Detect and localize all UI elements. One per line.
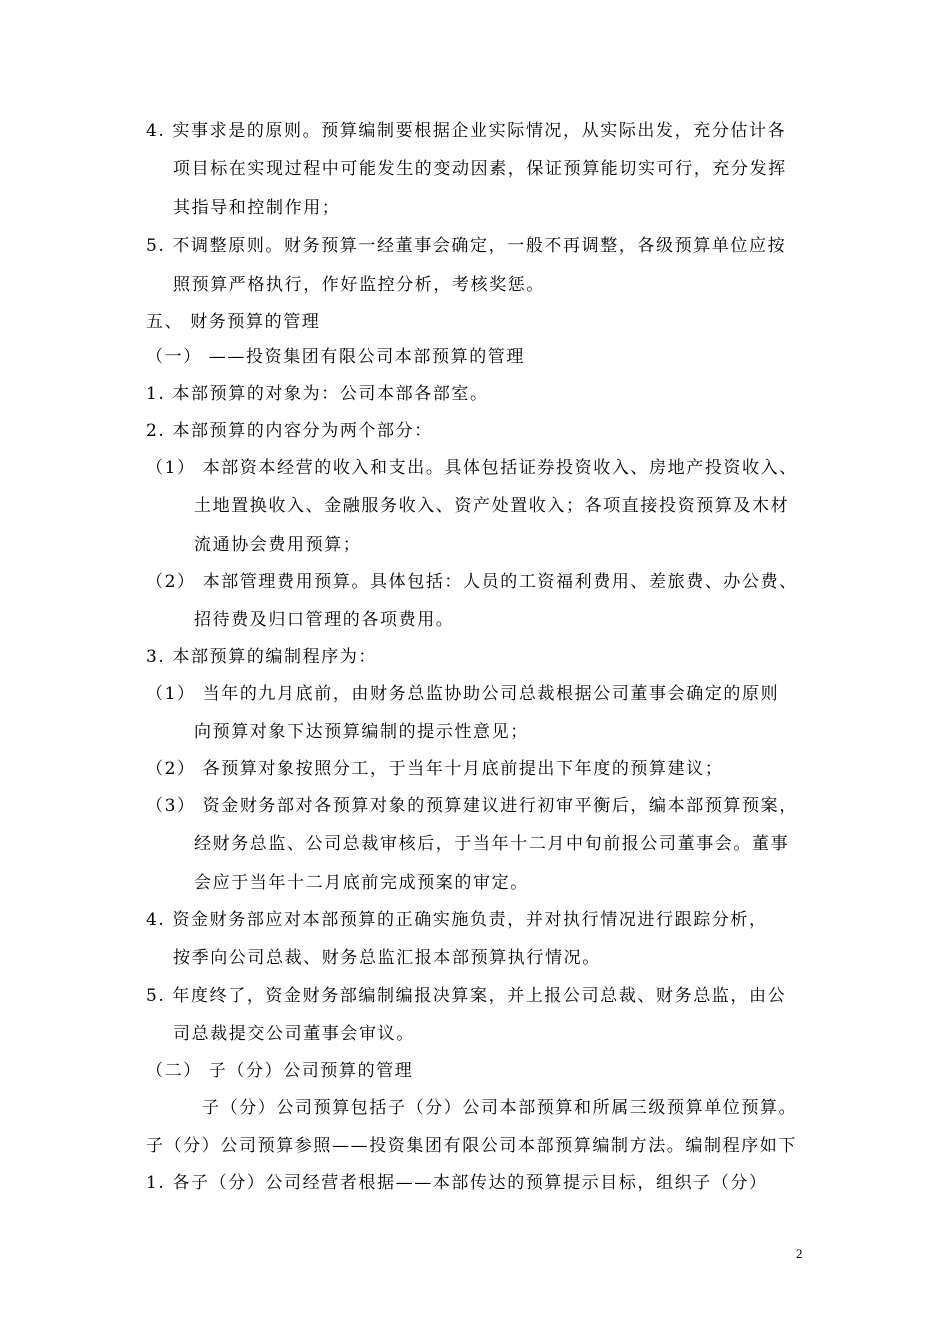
page-number: 2 xyxy=(796,1246,803,1261)
subsection-heading-2: （二） 子（分）公司预算的管理 xyxy=(146,1061,414,1081)
text-line-28: 子（分）公司预算参照——投资集团有限公司本部预算编制方法。编制程序如下 xyxy=(146,1136,797,1156)
text-line-16: （1） 当年的九月底前，由财务总监协助公司总裁根据公司董事会确定的原则 xyxy=(146,684,780,704)
text-line-18: （2） 各预算对象按照分工，于当年十月底前提出下年度的预算建议； xyxy=(146,759,724,779)
subsection-heading-1: （一） ——投资集团有限公司本部预算的管理 xyxy=(146,347,526,367)
text-line-1: 4. 实事求是的原则。预算编制要根据企业实际情况，从实际出发，充分估计各 xyxy=(146,121,787,141)
text-line-19: （3） 资金财务部对各预算对象的预算建议进行初审平衡后，编本部预算预案， xyxy=(146,796,798,816)
text-line-25: 司总裁提交公司董事会审议。 xyxy=(173,1024,415,1044)
text-line-17: 向预算对象下达预算编制的提示性意见； xyxy=(194,722,529,742)
text-line-27: 子（分）公司预算包括子（分）公司本部预算和所属三级预算单位预算。 xyxy=(202,1098,798,1118)
text-line-2: 项目标在实现过程中可能发生的变动因素，保证预算能切实可行，充分发挥 xyxy=(173,159,787,179)
text-line-24: 5. 年度终了，资金财务部编制编报决算案，并上报公司总裁、财务总监，由公 xyxy=(146,986,787,1006)
text-line-9: 2. 本部预算的内容分为两个部分： xyxy=(146,421,433,441)
section-heading-5: 五、 财务预算的管理 xyxy=(146,312,321,332)
text-line-21: 会应于当年十二月底前完成预案的审定。 xyxy=(194,873,529,893)
text-line-4: 5. 不调整原则。财务预算一经董事会确定，一般不再调整，各级预算单位应按 xyxy=(146,236,787,256)
text-line-8: 1. 本部预算的对象为：公司本部各部室。 xyxy=(146,384,489,404)
text-line-22: 4. 资金财务部应对本部预算的正确实施负责，并对执行情况进行跟踪分析， xyxy=(146,910,768,930)
text-line-14: 招待费及归口管理的各项费用。 xyxy=(194,610,455,630)
text-line-20: 经财务总监、公司总裁审核后，于当年十二月中旬前报公司董事会。董事 xyxy=(194,834,790,854)
text-line-3: 其指导和控制作用； xyxy=(173,198,341,218)
text-line-12: 流通协会费用预算； xyxy=(194,535,362,555)
text-line-23: 按季向公司总裁、财务总监汇报本部预算执行情况。 xyxy=(173,948,601,968)
text-line-11: 土地置换收入、金融服务收入、资产处置收入；各项直接投资预算及木材 xyxy=(194,496,790,516)
text-line-13: （2） 本部管理费用预算。具体包括：人员的工资福利费用、差旅费、办公费、 xyxy=(146,572,798,592)
text-line-5: 照预算严格执行，作好监控分析，考核奖惩。 xyxy=(173,275,545,295)
text-line-29: 1. 各子（分）公司经营者根据——本部传达的预算提示目标，组织子（分） xyxy=(146,1173,768,1193)
text-line-10: （1） 本部资本经营的收入和支出。具体包括证券投资收入、房地产投资收入、 xyxy=(146,458,798,478)
text-line-15: 3. 本部预算的编制程序为： xyxy=(146,647,378,667)
